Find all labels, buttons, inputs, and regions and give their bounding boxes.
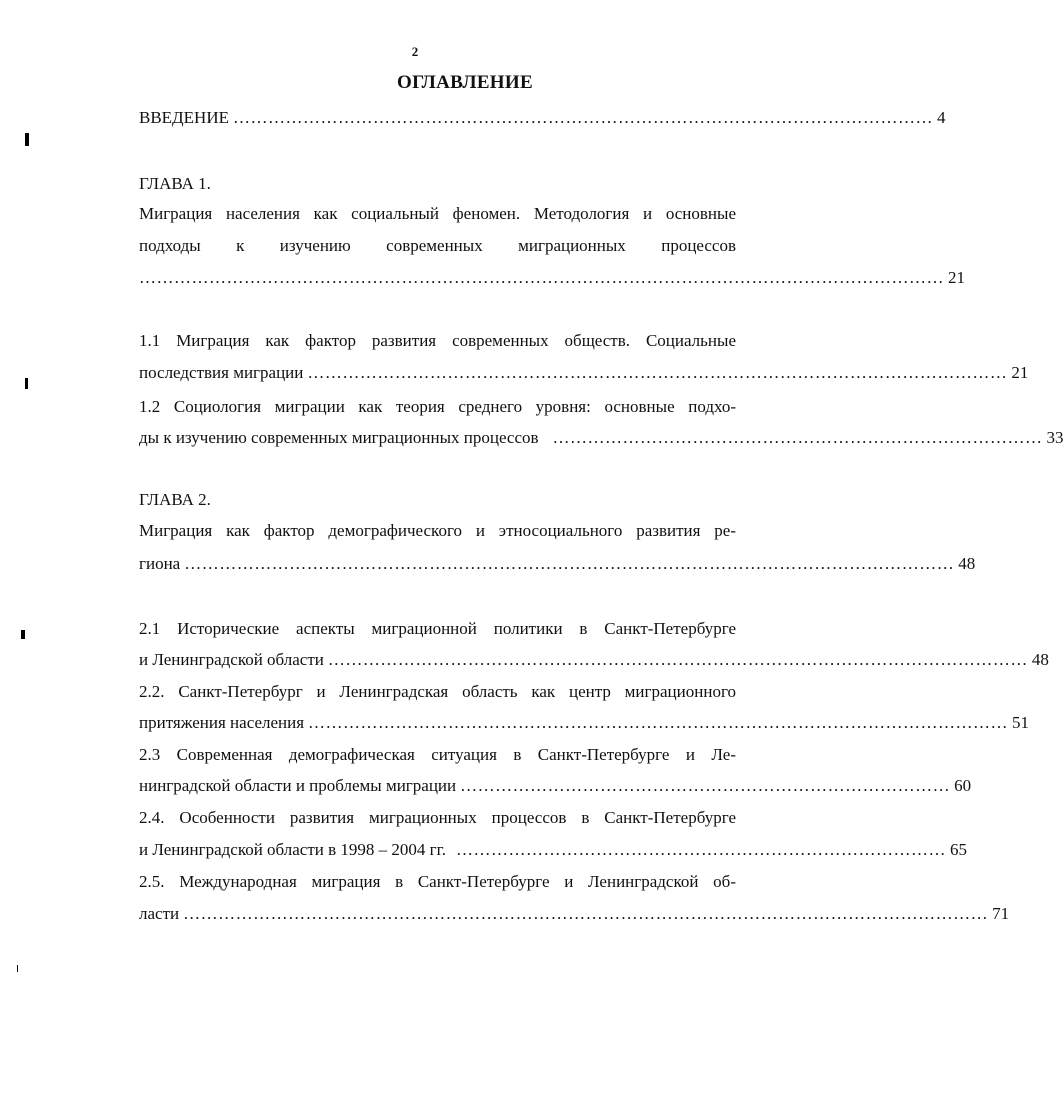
toc-page-number: 21	[948, 268, 965, 287]
toc-entry-section	[139, 903, 1010, 925]
toc-section-line: 1.1 Миграция как фактор развития современных обществ. Социальные	[139, 331, 736, 350]
toc-entry-label: притяжения населения	[139, 713, 305, 732]
toc-leader-dots: …………………………………………………………………………………………………………	[327, 650, 1028, 669]
toc-entry-label: и Ленинградской области	[139, 650, 324, 669]
toc-section-line: 2.2. Санкт-Петербург и Ленинградская область как центр миграционного	[139, 682, 736, 701]
chapter-title-line: подходы к изучению современных миграционных процессов	[139, 236, 736, 255]
toc-leader-dots: …………………………………………………………………………	[552, 428, 1043, 447]
toc-entry-section	[139, 712, 1030, 734]
chapter-title-line: Миграция как фактор демографического и этносоциального развития ре-	[139, 521, 736, 540]
scan-mark	[25, 133, 29, 146]
toc-entry-section	[139, 362, 1029, 384]
chapter-heading: ГЛАВА 1.	[139, 174, 211, 193]
toc-page-number: 48	[958, 554, 976, 573]
toc-section-line: 1.2 Социология миграции как теория среднего уровня: основные подхо-	[139, 397, 736, 416]
toc-section-line: 2.4. Особенности развития миграционных процессов в Санкт-Петербурге	[139, 808, 736, 827]
toc-page-number: 60	[954, 776, 972, 795]
toc-leader-dots: …………………………………………………………………………………………………………	[307, 363, 1008, 382]
toc-entry-chapter2	[139, 553, 976, 575]
scan-mark	[21, 630, 25, 639]
toc-page-number: 21	[1011, 363, 1029, 382]
toc-entry-section	[139, 649, 1049, 671]
toc-leader-dots: ……………………………………………………………………………………………………………………	[184, 554, 955, 573]
page-number: 2	[411, 44, 419, 59]
toc-entry-label: ласти	[139, 904, 180, 923]
chapter-title-line: Миграция населения как социальный феномен. Методология и основные	[139, 204, 736, 223]
toc-leader-dots: …………………………………………………………………………………………………………	[232, 108, 933, 127]
toc-section-line: 2.3 Современная демографическая ситуация в Санкт-Петербурге и Ле-	[139, 745, 736, 764]
toc-page-number: 48	[1031, 650, 1049, 669]
toc-entry-label: последствия миграции	[139, 363, 304, 382]
toc-entry-label: ВВЕДЕНИЕ	[139, 108, 229, 127]
toc-page-number: 33	[1046, 428, 1064, 447]
toc-entry-label: гиона	[139, 554, 181, 573]
toc-leader-dots: …………………………………………………………………………	[455, 840, 946, 859]
toc-page-number: 65	[949, 840, 967, 859]
toc-entry-label: ды к изучению современных миграционных процессов	[139, 428, 539, 447]
toc-page-number: 4	[936, 108, 946, 127]
scan-mark	[25, 378, 28, 389]
toc-entry-section	[139, 427, 1064, 449]
toc-entry-label: и Ленинградской области в 1998 – 2004 гг.	[139, 840, 446, 859]
toc-entry-chapter1	[139, 267, 965, 289]
toc-page-number: 51	[1012, 713, 1030, 732]
toc-page-number: 71	[992, 904, 1010, 923]
scan-mark	[17, 965, 18, 972]
toc-entry-section	[139, 839, 967, 861]
chapter-heading: ГЛАВА 2.	[139, 490, 211, 509]
page-title: ОГЛАВЛЕНИЕ	[397, 72, 533, 93]
toc-section-line: 2.1 Исторические аспекты миграционной политики в Санкт-Петербурге	[139, 619, 736, 638]
toc-entry-intro	[139, 107, 946, 129]
toc-leader-dots: …………………………………………………………………………………………………………………………	[139, 268, 944, 287]
toc-leader-dots: …………………………………………………………………………	[460, 776, 951, 795]
toc-entry-label: нинградской области и проблемы миграции	[139, 776, 457, 795]
toc-leader-dots: …………………………………………………………………………………………………………	[308, 713, 1009, 732]
toc-leader-dots: …………………………………………………………………………………………………………………………	[183, 904, 989, 923]
toc-entry-section	[139, 775, 972, 797]
toc-section-line: 2.5. Международная миграция в Санкт-Петербурге и Ленинградской об-	[139, 872, 736, 891]
